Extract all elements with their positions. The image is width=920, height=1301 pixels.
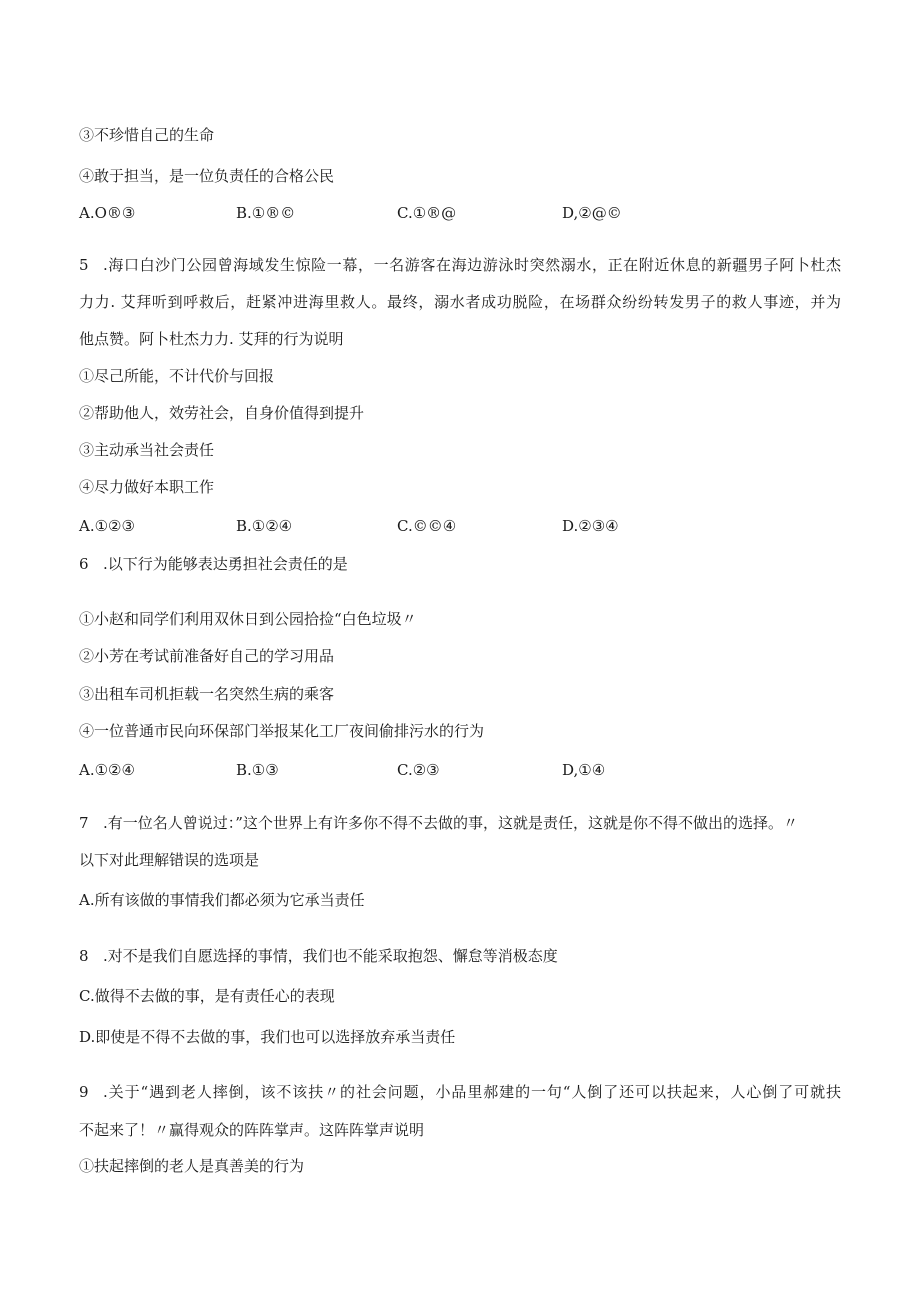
q9-item-1: ①扶起摔倒的老人是真善美的行为	[79, 1157, 305, 1175]
q5-number: 5	[79, 256, 89, 274]
q7-stem-text-1: .有一位名人曾说过：”这个世界上有许多你不得不去做的事，这就是责任，这就是你不得不做出的选择。〃	[103, 814, 798, 832]
q5-stem-line-1	[79, 255, 841, 275]
q6-option-b[interactable]: B.①③	[236, 761, 279, 779]
q4-option-a[interactable]: A.O®③	[79, 204, 136, 222]
q8-option-c[interactable]: C.做得不去做的事，是有责任心的表现	[79, 987, 335, 1005]
q4-option-d[interactable]: D,②@©	[562, 204, 622, 222]
q9-stem-line-1	[79, 1082, 841, 1102]
q8-number: 8	[79, 947, 89, 965]
q4-item-4: ④敢于担当，是一位负责任的合格公民	[79, 167, 335, 185]
q8-stem-text: .对不是我们自愿选择的事情，我们也不能采取抱怨、懈怠等消极态度	[103, 947, 558, 965]
q7-stem-line-1	[79, 813, 798, 833]
q6-item-3: ③出租车司机拒载一名突然生病的乘客	[79, 685, 335, 703]
q5-item-3: ③主动承当社会责任	[79, 441, 215, 459]
q8-option-d[interactable]: D.即使是不得不去做的事，我们也可以选择放弃承当责任	[79, 1028, 456, 1046]
q6-stem-text: .以下行为能够表达勇担社会责任的是	[103, 555, 348, 573]
q5-item-4: ④尽力做好本职工作	[79, 478, 215, 496]
q5-item-2: ②帮助他人，效劳社会，自身价值得到提升	[79, 404, 365, 422]
q4-item-3: ③不珍惜自己的生命	[79, 126, 215, 144]
q4-options	[79, 203, 699, 223]
q6-item-1: ①小赵和同学们利用双休日到公园拾捡“白色垃圾〃	[79, 610, 417, 628]
q6-item-4: ④一位普通市民向环保部门举报某化工厂夜间偷排污水的行为	[79, 722, 485, 740]
q9-stem-line-2: 不起来了！〃赢得观众的阵阵掌声。这阵阵掌声说明	[79, 1121, 425, 1139]
q7-number: 7	[79, 814, 89, 832]
q5-option-d[interactable]: D.②③④	[562, 517, 619, 535]
q8-stem	[79, 946, 558, 966]
q6-stem	[79, 554, 348, 574]
q6-option-a[interactable]: A.①②④	[79, 761, 135, 779]
q6-item-2: ②小芳在考试前准备好自己的学习用品	[79, 647, 335, 665]
q9-stem-text-1: .关于“遇到老人摔倒，该不该扶〃的社会问题，小品里郝建的一句“人倒了还可以扶起来，人心倒了可就扶	[103, 1083, 841, 1101]
q5-item-1: ①尽己所能，不计代价与回报	[79, 367, 275, 385]
q4-option-c[interactable]: C.①®@	[397, 204, 457, 222]
q5-option-a[interactable]: A.①②③	[79, 517, 135, 535]
q5-stem-text-1: .海口白沙门公园曾海域发生惊险一幕，一名游客在海边游泳时突然溺水，正在附近休息的新疆男子阿卜杜杰	[103, 256, 841, 274]
q6-number: 6	[79, 555, 89, 573]
q5-options	[79, 516, 699, 536]
q5-option-b[interactable]: B.①②④	[236, 517, 293, 535]
q6-option-c[interactable]: C.②③	[397, 761, 440, 779]
q5-option-c[interactable]: C.©©④	[397, 517, 457, 535]
q7-option-a[interactable]: A.所有该做的事情我们都必须为它承当责任	[79, 891, 365, 909]
q6-option-d[interactable]: D,①④	[562, 761, 606, 779]
q4-option-b[interactable]: B.①®©	[236, 204, 296, 222]
q9-number: 9	[79, 1083, 89, 1101]
q6-options	[79, 760, 699, 780]
q7-stem-line-2: 以下对此理解错误的选项是	[79, 851, 260, 869]
q5-stem-line-3: 他点赞。阿卜杜杰力力. 艾拜的行为说明	[79, 330, 344, 348]
q5-stem-line-2: 力力. 艾拜听到呼救后，赶紧冲进海里救人。最终，溺水者成功脱险，在场群众纷纷转发男子的救人事迹，并为	[79, 293, 841, 311]
